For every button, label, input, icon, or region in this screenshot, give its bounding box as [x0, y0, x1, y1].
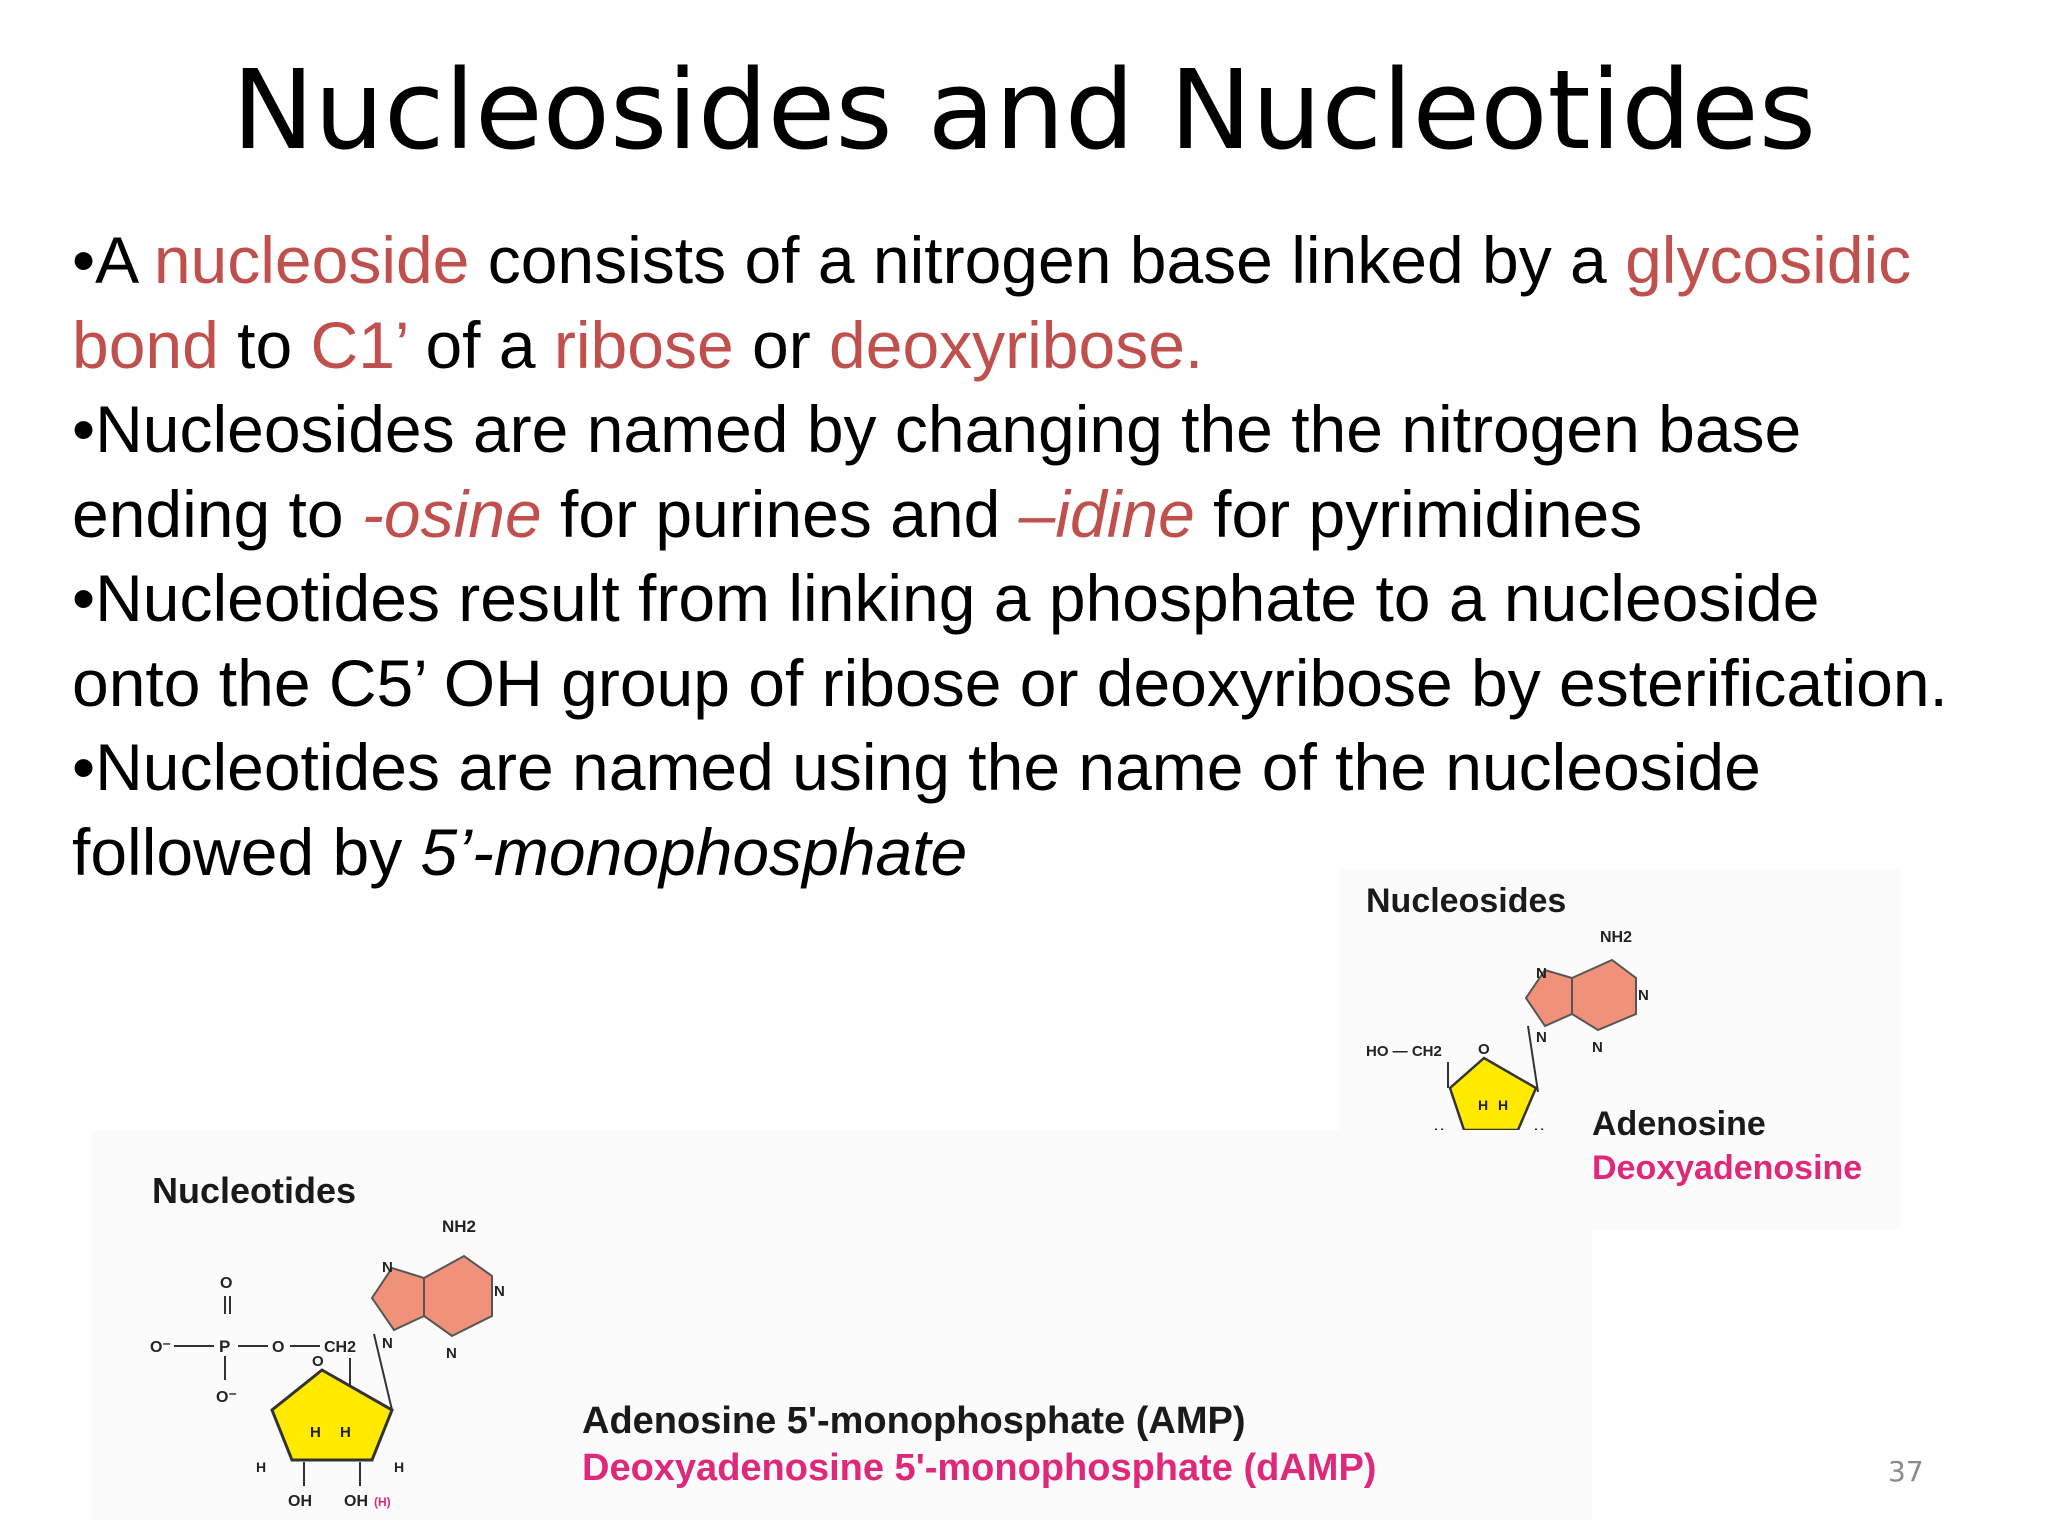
highlighted-term: bond: [72, 307, 219, 382]
nitrogen-label: N: [382, 1259, 393, 1276]
bullet-text: or: [733, 307, 830, 382]
slide-title: Nucleosides and Nucleotides: [231, 46, 1817, 174]
bullet-text: •Nucleosides are named by changing the the nitrogen base: [72, 392, 1802, 466]
deoxy-hydrogen-label: (H): [374, 1495, 391, 1509]
adenosine-label: Adenosine: [1592, 1105, 1766, 1143]
bullet-line: [72, 303, 2032, 388]
deoxyadenosine-label: Deoxyadenosine: [1592, 1149, 1863, 1187]
phosphate-oxygen-label: O: [220, 1275, 233, 1292]
ribose-ring: [1450, 1058, 1536, 1130]
nucleotides-diagram: [92, 1130, 1592, 1520]
nucleotides-figure: [92, 1130, 1592, 1520]
nitrogen-label: N: [446, 1345, 457, 1362]
hydroxyl-label: OH: [288, 1493, 312, 1510]
bullet-text: onto the C5’ OH group of ribose or deoxyribose by esterification.: [72, 645, 1948, 720]
bullet-text: for purines and: [541, 476, 1019, 551]
bullet-line: [72, 387, 2032, 472]
bullet-text: for pyrimidines: [1194, 476, 1643, 551]
nitrogen-label: N: [1536, 1029, 1547, 1046]
hydroxymethyl-label: HO — CH2: [1366, 1043, 1442, 1060]
highlighted-term: 5’-monophosphate: [420, 814, 968, 889]
methylene-label: CH2: [324, 1339, 357, 1356]
bullet-text: ending to: [72, 476, 362, 551]
phosphate-oxygen-label: O⁻: [150, 1339, 171, 1356]
nitrogen-label: N: [1638, 987, 1649, 1004]
nucleosides-heading: Nucleosides: [1366, 882, 1567, 920]
bullet-text: •Nucleotides result from linking a phosphate to a nucleoside: [72, 561, 1820, 635]
highlighted-term: nucleoside: [153, 223, 470, 297]
hydrogen-label: H: [394, 1459, 405, 1475]
purine-ring-hexagon: [424, 1256, 492, 1336]
hydrogen-label: H: [310, 1424, 321, 1441]
bullet-text: to: [218, 307, 311, 382]
ribose-ring: [272, 1370, 392, 1460]
ring-oxygen-label: O: [312, 1353, 324, 1370]
bullet-text: consists of a nitrogen base linked by a: [469, 223, 1626, 297]
phosphate-oxygen-label: O⁻: [216, 1389, 237, 1406]
hydroxyl-label: OH: [344, 1493, 368, 1510]
hydrogen-label: H: [1498, 1097, 1509, 1113]
bullet-list: [72, 218, 2032, 894]
bullet-text: •A: [72, 223, 154, 297]
hydrogen-label: H: [340, 1424, 351, 1441]
bullet-text: followed by: [72, 814, 421, 889]
bullet-line: [72, 218, 2032, 303]
purine-ring-pentagon: [1526, 970, 1572, 1026]
amino-group-label: NH2: [1600, 929, 1633, 946]
page-number: 37: [1888, 1455, 1924, 1488]
bullet-text: •Nucleotides are named using the name of the nucleoside: [72, 730, 1761, 804]
purine-ring-hexagon: [1572, 960, 1636, 1030]
hydrogen-label: H: [1478, 1097, 1489, 1113]
bullet-line: [72, 472, 2032, 557]
highlighted-term: C1’: [310, 307, 408, 382]
nucleotides-heading: Nucleotides: [152, 1170, 357, 1211]
nitrogen-label: N: [1536, 965, 1547, 982]
bullet-line: [72, 725, 2032, 810]
highlighted-term: glycosidic: [1625, 223, 1912, 297]
amp-label: Adenosine 5'-monophosphate (AMP): [582, 1400, 1246, 1442]
nitrogen-label: N: [382, 1335, 393, 1352]
bullet-text: of a: [407, 307, 554, 382]
amino-group-label: NH2: [442, 1217, 477, 1236]
highlighted-term: -osine: [361, 476, 542, 551]
highlighted-term: –idine: [1018, 476, 1195, 551]
damp-label: Deoxyadenosine 5'-monophosphate (dAMP): [582, 1447, 1377, 1489]
bullet-line: [72, 556, 2032, 641]
phosphorus-label: P: [219, 1337, 231, 1356]
phosphate-oxygen-label: O: [272, 1339, 285, 1356]
nitrogen-label: N: [1592, 1039, 1603, 1056]
purine-ring-pentagon: [372, 1268, 424, 1330]
highlighted-term: ribose: [553, 307, 734, 382]
hydrogen-label: H: [256, 1459, 267, 1475]
nitrogen-label: N: [494, 1283, 505, 1300]
ring-oxygen-label: O: [1478, 1041, 1490, 1058]
highlighted-term: deoxyribose.: [829, 307, 1204, 382]
bullet-line: [72, 641, 2032, 726]
